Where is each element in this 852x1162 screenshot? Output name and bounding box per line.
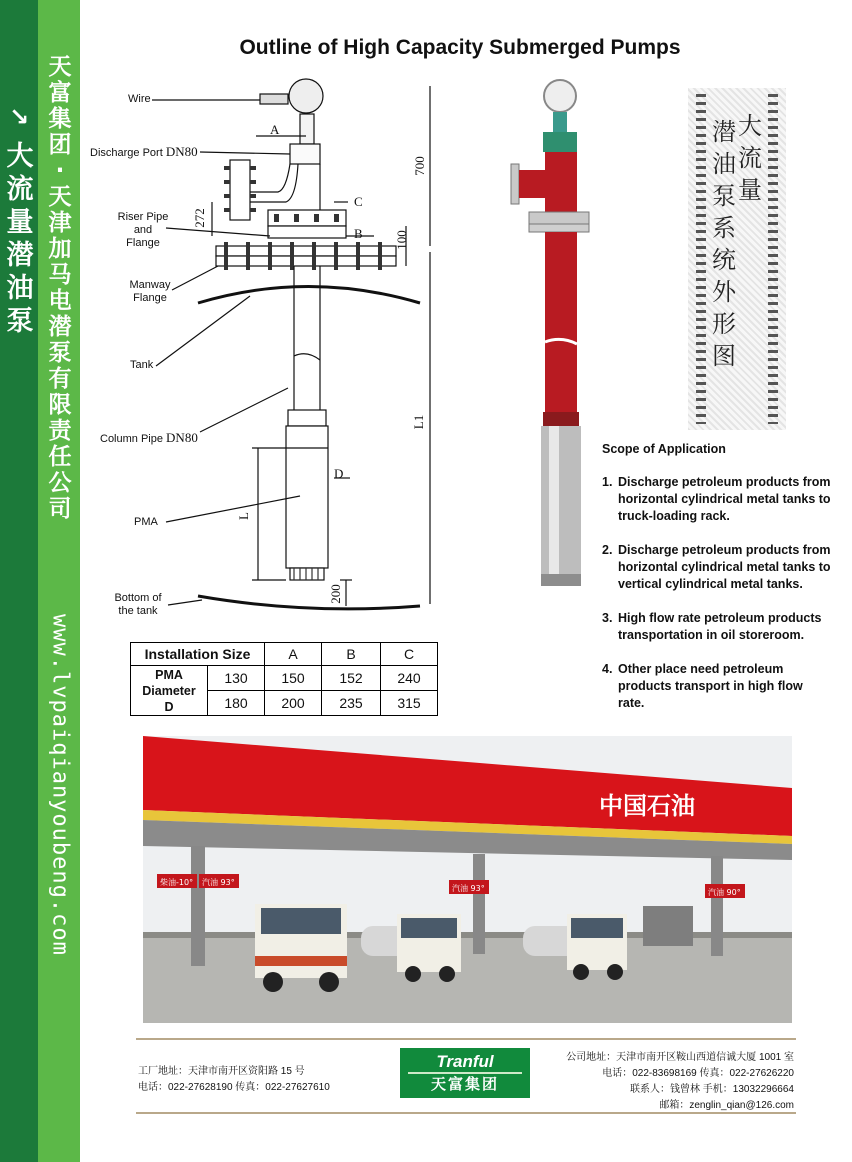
- company-address: 公司地址：天津市南开区鞍山西道信诚大厦 1001 室: [566, 1052, 794, 1063]
- dim-272: 272: [191, 208, 207, 228]
- table-header-a: A: [265, 643, 322, 666]
- sidebar-company-name: 天 富 集 团 · 天 津 加 马 电 潜 泵 有 限 责 任 公 司: [48, 54, 72, 522]
- dim-700: 700: [411, 156, 427, 176]
- table-header-c: C: [381, 643, 438, 666]
- website-url[interactable]: www.lvpaiqianyoubeng.com: [47, 614, 73, 956]
- table-header-installation-size: Installation Size: [131, 643, 265, 666]
- scope-of-application: [602, 441, 832, 729]
- label-discharge-port: [90, 144, 198, 160]
- table-cell: 235: [322, 691, 381, 716]
- logo-text-en: Tranful: [436, 1052, 494, 1071]
- sidebar-brand: 大 流 量 潜 油 泵: [6, 141, 34, 337]
- chinese-title-panel: [688, 88, 786, 430]
- logo-text-cn: 天富集团: [430, 1075, 499, 1093]
- sidebar-url: [44, 614, 76, 1034]
- table-pma-diameter-label: [131, 666, 208, 716]
- dim-c: C: [354, 194, 363, 209]
- table-cell: 200: [265, 691, 322, 716]
- sidebar: [0, 0, 80, 1162]
- scope-item: [602, 610, 832, 644]
- arrow-icon: ↘: [8, 103, 30, 131]
- dim-l1: L1: [411, 414, 427, 430]
- table-header-row: [131, 643, 438, 666]
- label-bottom-of-tank: [108, 592, 168, 618]
- label-column-pipe-dn: DN80: [166, 430, 198, 445]
- panel-title-left: 潜 油 泵 系 统 外 形 图: [712, 118, 736, 370]
- gas-station-photo: [143, 736, 792, 1023]
- scope-item: [602, 542, 832, 593]
- label-pma: PMA: [134, 516, 158, 528]
- contact-email[interactable]: 邮箱：zenglin_qian@126.com: [659, 1100, 794, 1111]
- price-sign-4: 汽油 90°: [708, 888, 741, 897]
- scope-item-number: 2.: [602, 543, 613, 557]
- price-sign-3: 汽油 93°: [452, 884, 485, 893]
- label-discharge-port-text: Discharge Port: [90, 147, 163, 159]
- pma-line2: Diameter: [142, 683, 196, 698]
- page-title: Outline of High Capacity Submerged Pumps: [239, 36, 681, 59]
- table-cell: 240: [381, 666, 438, 691]
- scope-item-text: Discharge petroleum products from horizontal cylindrical metal tanks to truck-loading rack.: [618, 475, 831, 523]
- table-cell: 130: [208, 666, 265, 691]
- label-column-pipe: [100, 430, 198, 446]
- riser-line2: and: [133, 224, 153, 236]
- panel-title-right: 大 流 量: [738, 112, 762, 204]
- pump-photo: [505, 78, 605, 590]
- logo-swoosh: [408, 1072, 522, 1074]
- scope-item-number: 3.: [602, 611, 613, 625]
- label-wire: Wire: [128, 93, 151, 105]
- riser-line1: Riser Pipe: [117, 211, 169, 223]
- label-tank: Tank: [130, 359, 154, 371]
- scope-item: [602, 661, 832, 712]
- scope-item-number: 4.: [602, 662, 613, 676]
- table-cell: 152: [322, 666, 381, 691]
- factory-address: 工厂地址：天津市南开区资阳路 15 号: [138, 1066, 305, 1077]
- scope-item-text: High flow rate petroleum products transportation in oil storeroom.: [618, 611, 822, 642]
- table-header-b: B: [322, 643, 381, 666]
- label-discharge-port-dn: DN80: [165, 144, 198, 159]
- table-row: [131, 666, 438, 691]
- bottom-line1: Bottom of: [114, 592, 162, 604]
- decor-bar-right: [768, 94, 778, 424]
- dim-d: D: [334, 466, 344, 481]
- label-manway-flange: [120, 279, 180, 305]
- canopy-sign: 中国石油: [599, 792, 695, 820]
- tranful-logo: [400, 1048, 530, 1098]
- label-riser-pipe: [114, 211, 172, 250]
- dim-100: 100: [393, 230, 409, 250]
- bottom-line2: the tank: [118, 605, 158, 617]
- pma-line3: D: [164, 699, 174, 714]
- manway-line1: Manway: [129, 279, 171, 291]
- scope-item-number: 1.: [602, 475, 613, 489]
- manway-line2: Flange: [133, 292, 167, 304]
- dim-a: A: [270, 122, 280, 137]
- table-cell: 180: [208, 691, 265, 716]
- scope-heading: Scope of Application: [602, 442, 726, 456]
- table-cell: 315: [381, 691, 438, 716]
- contact-footer: [136, 1038, 796, 1114]
- price-sign-1: 柴油-10°: [160, 878, 194, 887]
- label-column-pipe-text: Column Pipe: [100, 433, 163, 445]
- company-phone: 电话：022-83698169 传真：022-27626220: [602, 1068, 794, 1079]
- scope-item-text: Discharge petroleum products from horizontal cylindrical metal tanks to vertical cylindrical metal tanks.: [618, 543, 831, 591]
- installation-size-table: [130, 642, 438, 716]
- pma-line1: PMA: [155, 667, 183, 682]
- dim-200: 200: [327, 584, 343, 604]
- price-sign-2: 汽油 93°: [202, 878, 235, 887]
- decor-bar-left: [696, 94, 706, 424]
- scope-item-text: Other place need petroleum products transport in high flow rate.: [618, 662, 803, 710]
- pump-outline-diagram: [90, 70, 460, 630]
- riser-line3: Flange: [126, 237, 160, 249]
- dim-b: B: [354, 226, 363, 241]
- dim-l: L: [235, 512, 251, 520]
- contact-person: 联系人：钱曾林 手机：13032296664: [630, 1084, 794, 1095]
- factory-phone: 电话：022-27628190 传真：022-27627610: [138, 1082, 330, 1093]
- table-cell: 150: [265, 666, 322, 691]
- scope-item: [602, 474, 832, 525]
